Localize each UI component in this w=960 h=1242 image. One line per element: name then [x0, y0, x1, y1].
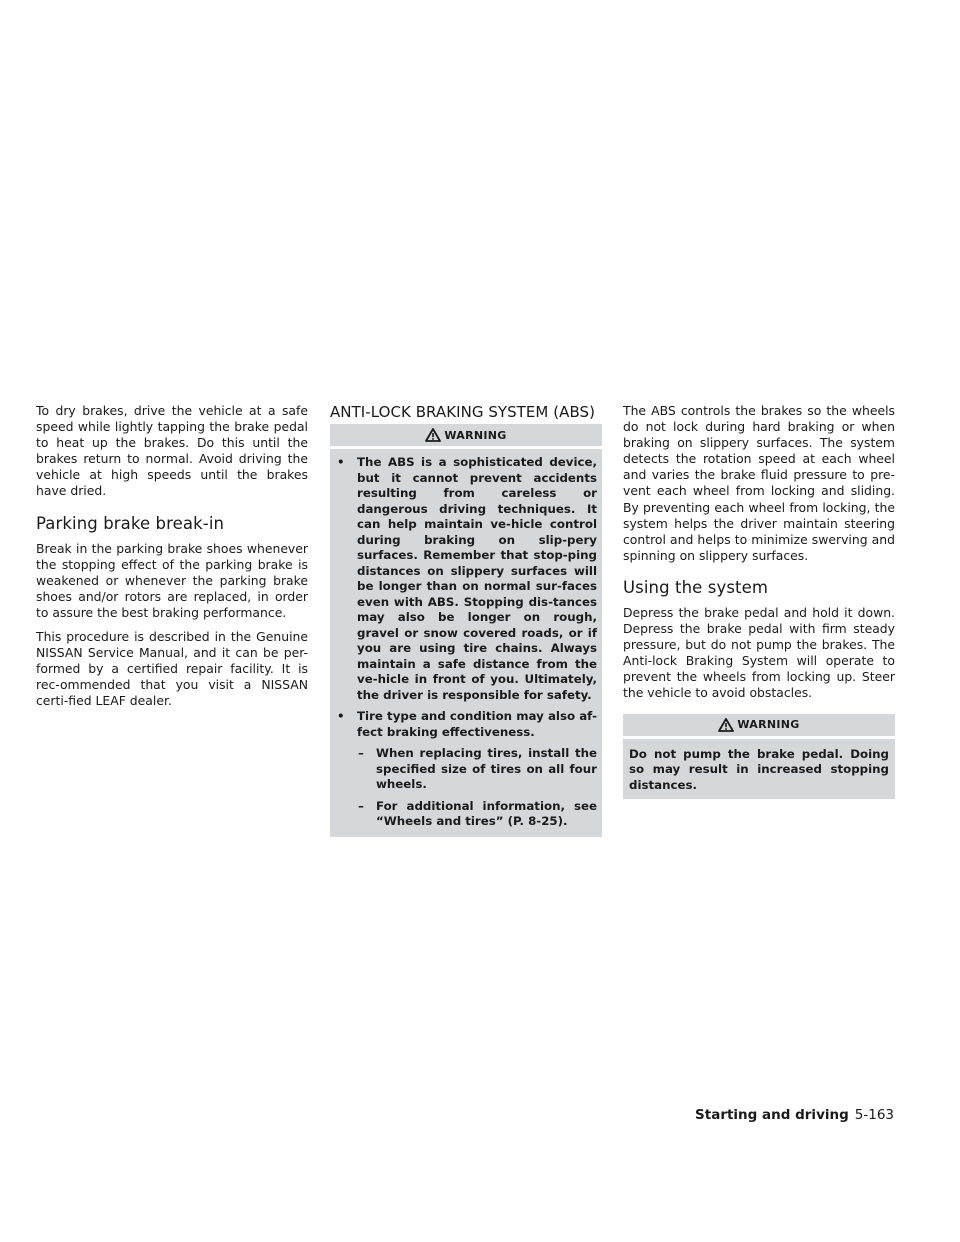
page-footer [695, 1107, 894, 1123]
using-system-paragraph: Depress the brake pedal and hold it down. Depress the brake pedal with firm steady pressure, but do not pump the brakes. The Anti-lock Braking System will operate to prevent the wheels from locking up. Steer the vehicle to avoid obstacles. [623, 604, 895, 701]
warning-label: WARNING [737, 718, 800, 731]
warning-subitem-1 [356, 746, 597, 793]
bullet-mark: • [337, 709, 345, 723]
parking-brake-paragraph-1: Break in the parking brake shoes whenever the stopping effect of the parking brake is weakened or whenever the parking brake shoes and/or rotors are replaced, in order to assure the best braking performance. [36, 540, 308, 620]
page-number: 5-163 [854, 1107, 894, 1123]
abs-warning-header [330, 424, 602, 446]
parking-brake-paragraph-2: This procedure is described in the Genuine NISSAN Service Manual, and it can be per-formed by a certified repair facility. It is rec-ommended that you visit a NISSAN certi-fied LEAF dealer. [36, 629, 308, 709]
bullet-mark: • [337, 455, 345, 469]
warning-bullet-1-text: The ABS is a sophisticated device, but it cannot prevent accidents resulting from careless or dangerous driving techniques. It can help maintain ve-hicle control during braking on slip-pery surfaces. Remember that stop-ping distances on slippery surfaces will be longer than on normal sur-faces even with ABS. Stopping dis-tances may also be longer on rough, gravel or snow covered roads, or if you are using tire chains. Always maintain a safe distance from the ve-hicle in front of you. Ultimately, the driver is responsible for safety. [357, 455, 597, 702]
warning-triangle-icon [425, 428, 441, 442]
footer-section-title: Starting and driving [695, 1107, 849, 1123]
warning-subitem-2 [356, 799, 597, 830]
warning-triangle-icon [718, 718, 734, 732]
warning-subitem-2-text: For additional information, see “Wheels and tires” (P. 8-25). [376, 798, 597, 828]
abs-section-heading: ANTI-LOCK BRAKING SYSTEM (ABS) [330, 403, 595, 421]
column-middle [330, 403, 602, 837]
parking-brake-heading: Parking brake break-in [36, 513, 225, 533]
abs-controls-paragraph: The ABS controls the brakes so the wheels do not lock during hard braking or when braking on slippery surfaces. The system detects the rotation speed at each wheel and varies the brake fluid pressure to pre-vent each wheel from locking and sliding. By preventing each wheel from locking, the system helps the driver maintain steering control and helps to minimize swerving and spinning on slippery surfaces. [623, 403, 895, 563]
warning-bullet-2 [336, 709, 597, 740]
column-left [36, 403, 308, 718]
dry-brakes-paragraph: To dry brakes, drive the vehicle at a safe speed while lightly tapping the brake pedal to heat up the brakes. Do this until the brakes return to normal. Avoid driving the vehicle at high speeds until the brakes have dried. [36, 403, 308, 499]
pump-warning [623, 714, 895, 800]
dash-mark: – [358, 798, 364, 813]
pump-warning-body: Do not pump the brake pedal. Doing so may result in increased stopping distances. [623, 739, 895, 800]
warning-bullet-2-text: Tire type and condition may also af-fect braking effectiveness. [357, 709, 597, 739]
abs-warning-body [330, 449, 602, 837]
dash-mark: – [358, 746, 364, 760]
using-system-heading: Using the system [623, 577, 769, 597]
pump-warning-header [623, 714, 895, 736]
warning-subitem-1-text: When replacing tires, install the specified size of tires on all four wheels. [376, 746, 597, 791]
column-right [623, 403, 895, 799]
warning-label: WARNING [444, 428, 507, 442]
warning-bullet-1 [336, 455, 597, 703]
